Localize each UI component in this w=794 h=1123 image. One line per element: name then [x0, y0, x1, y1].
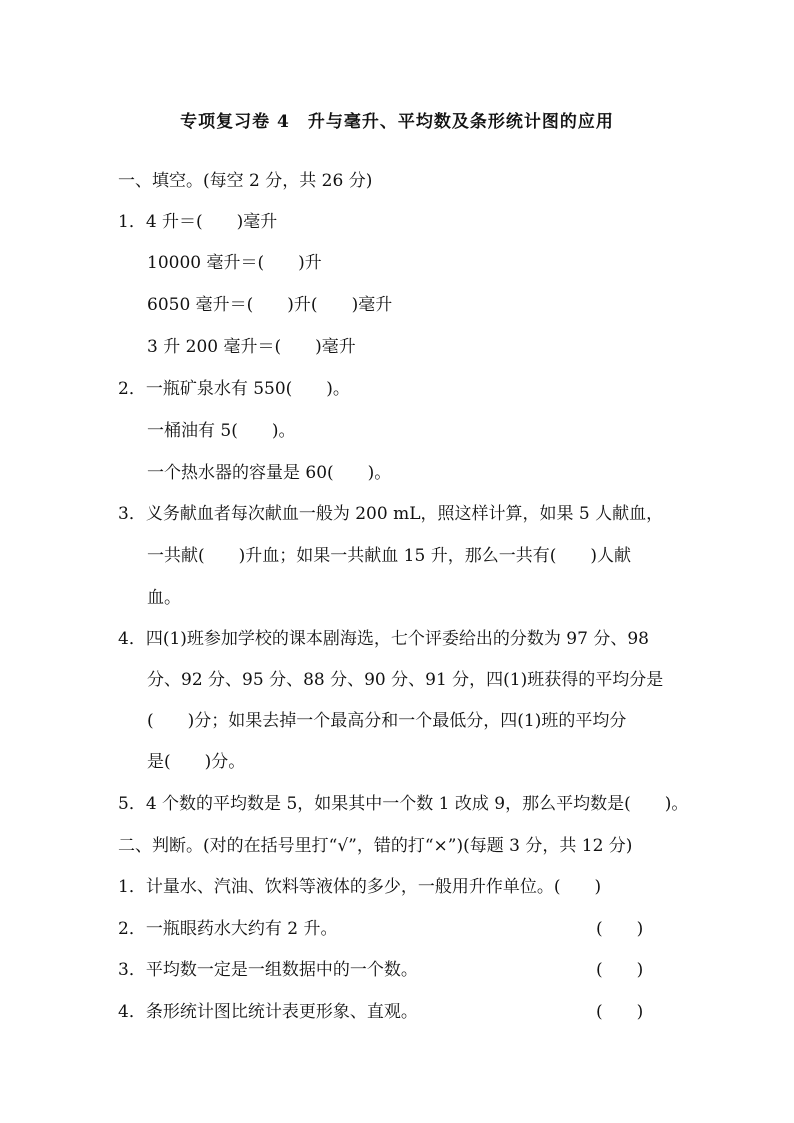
judge-answer-paren-3[interactable]: ( ) — [596, 960, 644, 980]
section1-heading: 一、填空。(每空 2 分，共 26 分) — [118, 171, 373, 191]
q3-line2: 一共献( )升血；如果一共献血 15 升，那么一共有( )人献 — [147, 546, 631, 566]
judge-answer-paren-2[interactable]: ( ) — [596, 919, 644, 939]
q2-line3: 一个热水器的容量是 60( )。 — [147, 463, 392, 483]
q1-line1: 1．4 升＝( )毫升 — [118, 212, 278, 232]
q4-line1: 4．四(1)班参加学校的课本剧海选，七个评委给出的分数为 97 分、98 — [118, 629, 649, 649]
q1-line2: 10000 毫升＝( )升 — [147, 253, 322, 273]
q4-line3: ( )分；如果去掉一个最高分和一个最低分，四(1)班的平均分 — [147, 711, 627, 731]
judge-item-4: 4．条形统计图比统计表更形象、直观。 — [118, 1002, 418, 1022]
judge-item-2: 2．一瓶眼药水大约有 2 升。 — [118, 919, 338, 939]
q1-line3: 6050 毫升＝( )升( )毫升 — [147, 295, 393, 315]
judge-answer-paren-4[interactable]: ( ) — [596, 1002, 644, 1022]
judge-item-1: 1．计量水、汽油、饮料等液体的多少，一般用升作单位。( ) — [118, 877, 602, 897]
q4-line2: 分、92 分、95 分、88 分、90 分、91 分，四(1)班获得的平均分是 — [147, 670, 664, 690]
q4-line4: 是( )分。 — [147, 752, 246, 772]
q2-line1: 2．一瓶矿泉水有 550( )。 — [118, 379, 350, 399]
q5-line1: 5．4 个数的平均数是 5，如果其中一个数 1 改成 9，那么平均数是( )。 — [118, 794, 689, 814]
q1-line4: 3 升 200 毫升＝( )毫升 — [147, 337, 356, 357]
q2-line2: 一桶油有 5( )。 — [147, 421, 296, 441]
judge-item-3: 3．平均数一定是一组数据中的一个数。 — [118, 960, 418, 980]
q3-line3: 血。 — [147, 588, 181, 608]
page-title: 专项复习卷 4 升与毫升、平均数及条形统计图的应用 — [180, 112, 614, 132]
section2-heading: 二、判断。(对的在括号里打“√”，错的打“×”)(每题 3 分，共 12 分) — [118, 836, 633, 856]
q3-line1: 3．义务献血者每次献血一般为 200 mL，照这样计算，如果 5 人献血， — [118, 504, 664, 524]
